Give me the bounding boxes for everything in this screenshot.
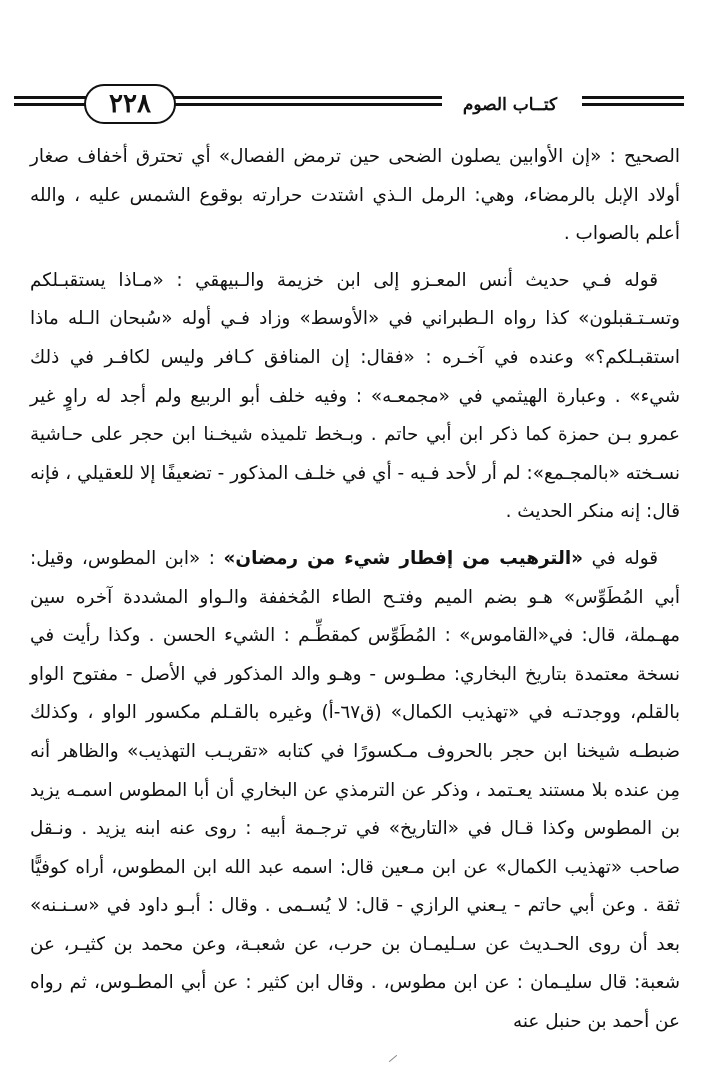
section-heading: «الترهيب من إفطار شيء من رمضان» <box>223 547 584 569</box>
header-rule-middle-top <box>174 96 442 99</box>
page-header <box>0 78 703 130</box>
paragraph <box>30 540 680 1042</box>
page-number: ٢٢٨ <box>84 84 176 124</box>
body-text <box>30 138 680 1042</box>
header-rule-left-bottom <box>14 103 86 106</box>
stray-mark <box>389 1055 397 1062</box>
paragraph-text: قوله في <box>583 547 658 569</box>
paragraph-text: : «ابن المطوس، وقيل: أبي المُطَوِّس» هـو بضم الميم وفتـح الطاء المُخففة والـواو المشددة آخره سين مهـملة، قال: في«القاموس» : المُطَوِّس كمقطِّـم : الشيء الحسن . وكذا رأيت في نسخة معتمدة بتاريخ البخاري: مطـوس - وهـو والد المذكور في الأصل - مفتوح الواو بالقلم، ووجدتـه في «تهذيب الكمال» (ق٦٧-أ) وغيره بالقـلم مكسور الواو ، وكذلك ضبطـه شيخنا ابن حجر بالحروف مـكسورًا في كتابه «تقريـب التهذيب» والظاهر أنه مِن عنده بلا مستند يعـتمد ، وذكر عن الترمذي عن البخاري أن أبا المطوس اسمـه يزيد بن المطوس وكذا قـال في «التاريخ» في ترجـمة أبيه : روى عنه ابنه يزيد . ونـقل صاحب «تهذيب الكمال» عن ابن مـعين قال: اسمه عبد الله ابن المطوس، أراه كوفيًّا ثقة . وعن أبي حاتم - يـعني الرازي - قال: لا يُسـمى . وقال : أبـو داود في «سـنـنه» بعد أن روى الحـديث عن سـليمـان بن حرب، عن شعبـة، وعن محمد بن كثيـر، عن شعبة: قال سليـمان : عن ابن مطوس، . وقال ابن كثير : عن أبي المطـوس، ثم رواه عن أحمد بن حنبل عنه <box>30 547 680 1033</box>
paragraph <box>30 138 680 254</box>
header-rule-left-top <box>14 96 86 99</box>
paragraph-text: الصحيح : «إن الأوابين يصلون الضحى حين ترمض الفصال» أي تحترق أخفاف صغار أولاد الإبل بالرمضاء، وهي: الرمل الـذي اشتدت حرارته بوقوع الشمس عليه ، والله أعلم بالصواب . <box>30 146 680 245</box>
header-rule-right-top <box>582 96 684 99</box>
paragraph <box>30 262 680 532</box>
paragraph-text: قوله فـي حديث أنس المعـزو إلى ابن خزيمة والـبيهقي : «مـاذا يستقبـلكم وتسـتـقبلون» كذا رواه الـطبراني في «الأوسط» وزاد فـي أوله «سُبحان الـله ماذا استقبـلكم؟» وعنده في آخـره : «فقال: إن المنافق كـافر وليس لكافـر في ذلك شيء» . وعبارة الهيثمي في «مجمعـه» : وفيه خلف أبو الربيع ولم أجد له راوٍ غير عمرو بـن حمزة كما ذكر ابن أبي حاتم . وبـخط تلميذه شيخـنا ابن حجر على حـاشية نسـخته «بالمجـمع»: لم أر لأحد فـيه - أي في خلـف المذكور - تضعيفًا إلا للعقيلي ، فإنه قال: إنه منكر الحديث . <box>30 269 680 523</box>
header-rule-middle-bottom <box>174 103 442 106</box>
chapter-title: كتــاب الصوم <box>462 95 558 115</box>
header-rule-right-bottom <box>582 103 684 106</box>
